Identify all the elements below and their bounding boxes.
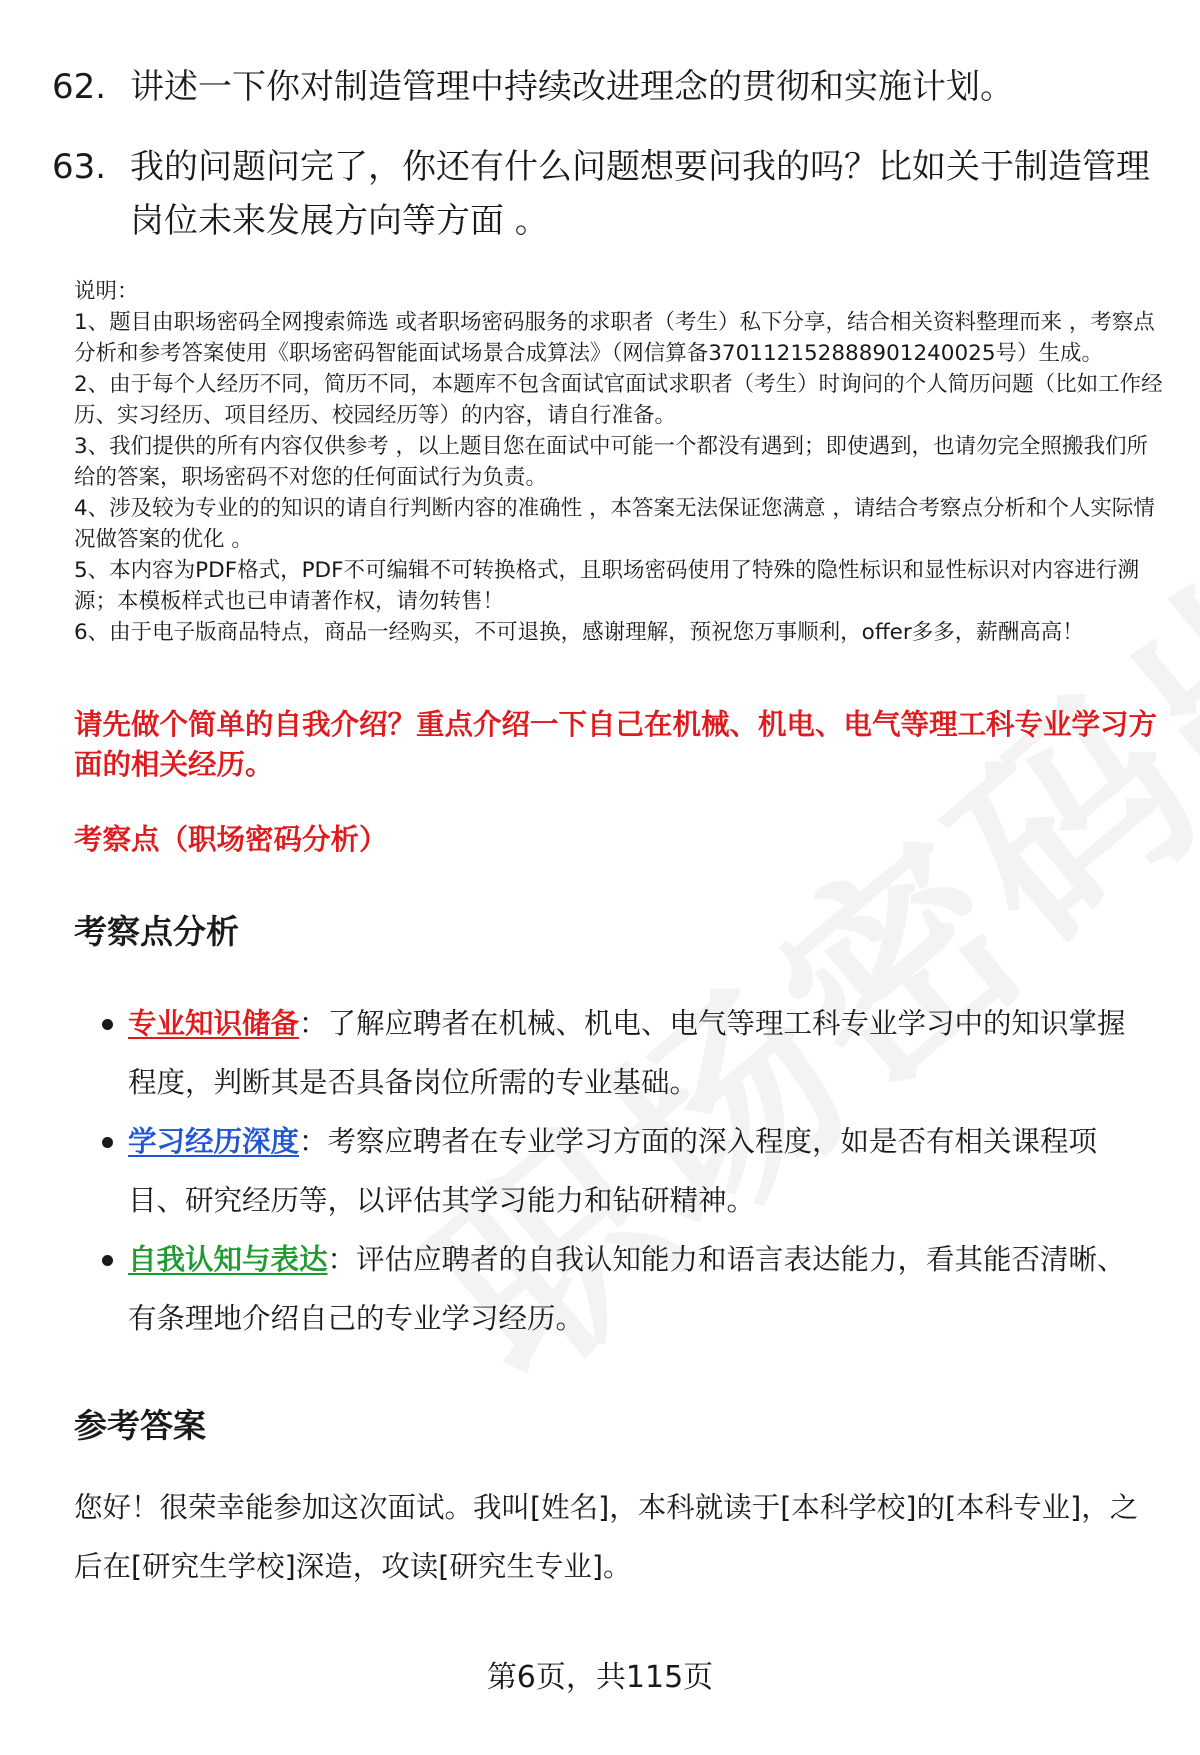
answer-heading: 参考答案 — [74, 1406, 206, 1445]
note-item: 2、由于每个人经历不同，简历不同，本题库不包含面试官面试求职者（考生）时询问的个人简历问题（比如工作经历、实习经历、项目经历、校园经历等）的内容，请自行准备。 — [74, 372, 1163, 428]
bullet-text: ：考察应聘者在专业学习方面的深入程度，如是否有相关课程项目、研究经历等，以评估其学习能力和钻研精神。 — [128, 1125, 1098, 1217]
notes-block — [74, 276, 1166, 648]
list-item — [74, 994, 1154, 1112]
list-item — [74, 1230, 1154, 1348]
analysis-heading: 考察点分析 — [74, 912, 239, 951]
analysis-subtitle: 考察点（职场密码分析） — [74, 823, 388, 856]
notes-title: 说明： — [74, 279, 139, 304]
interview-question: 请先做个简单的自我介绍？重点介绍一下自己在机械、机电、电气等理工科专业学习方面的相关经历。 — [74, 708, 1158, 781]
bullet-text: ：了解应聘者在机械、机电、电气等理工科专业学习中的知识掌握程度，判断其是否具备岗位所需的专业基础。 — [128, 1007, 1126, 1099]
question-number: 63. — [52, 147, 107, 187]
bullet-dot-icon — [102, 1019, 113, 1030]
note-item: 1、题目由职场密码全网搜索筛选 或者职场密码服务的求职者（考生）私下分享，结合相关资料整理而来 ，考察点分析和参考答案使用《职场密码智能面试场景合成算法》（网信算备370112152888901240025号）生成。 — [74, 310, 1155, 366]
note-item: 5、本内容为PDF格式，PDF不可编辑不可转换格式，且职场密码使用了特殊的隐性标识和显性标识对内容进行溯源；本模板样式也已申请著作权，请勿转售！ — [74, 558, 1139, 614]
question-text: 讲述一下你对制造管理中持续改进理念的贯彻和实施计划。 — [130, 67, 1014, 107]
question-62 — [52, 60, 1152, 114]
answer-text: 您好！很荣幸能参加这次面试。我叫[姓名]，本科就读于[本科学校]的[本科专业]，之后在[研究生学校]深造，攻读[研究生专业]。 — [74, 1491, 1139, 1583]
question-number: 62. — [52, 67, 107, 107]
bullet-key: 学习经历深度 — [128, 1125, 300, 1158]
note-item: 6、由于电子版商品特点，商品一经购买，不可退换，感谢理解，预祝您万事顺利，offer多多，薪酬高高！ — [74, 620, 1084, 645]
note-item: 3、我们提供的所有内容仅供参考 ，以上题目您在面试中可能一个都没有遇到；即使遇到，也请勿完全照搬我们所给的答案，职场密码不对您的任何面试行为负责。 — [74, 434, 1149, 490]
page-number: 第6页，共115页 — [486, 1660, 714, 1695]
bullet-key: 专业知识储备 — [128, 1007, 300, 1040]
note-item: 4、涉及较为专业的的知识的请自行判断内容的准确性 ，本答案无法保证您满意 ，请结合考察点分析和个人实际情况做答案的优化 。 — [74, 496, 1155, 552]
list-item — [74, 1112, 1154, 1230]
question-text: 我的问题问完了，你还有什么问题想要问我的吗？比如关于制造管理岗位未来发展方向等方面 。 — [130, 147, 1150, 241]
bullet-text: ：评估应聘者的自我认知能力和语言表达能力，看其能否清晰、有条理地介绍自己的专业学习经历。 — [128, 1243, 1126, 1335]
bullet-dot-icon — [102, 1255, 113, 1266]
question-63 — [52, 140, 1152, 248]
bullet-dot-icon — [102, 1137, 113, 1148]
analysis-list — [74, 994, 1154, 1348]
bullet-key: 自我认知与表达 — [128, 1243, 328, 1276]
